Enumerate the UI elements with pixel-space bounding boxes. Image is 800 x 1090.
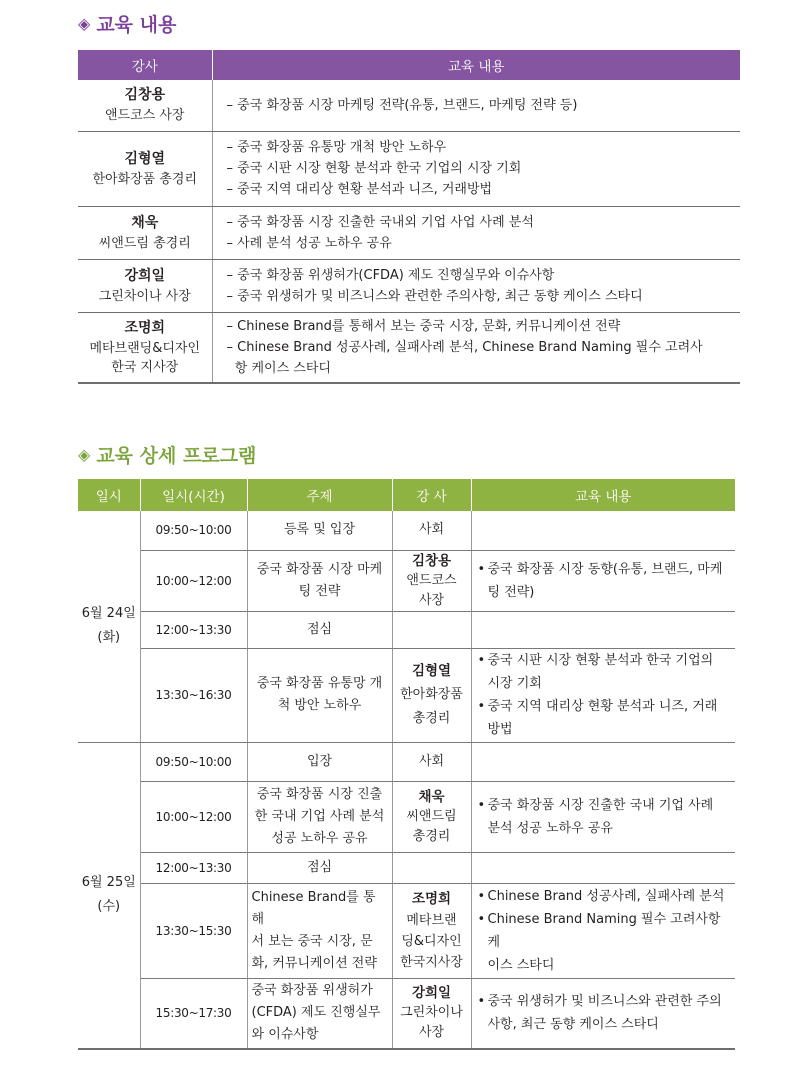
diamond-bullet-icon: ◈ (78, 445, 91, 464)
bullet-line: 사항, 최근 동향 케이스 스타디 (487, 1017, 659, 1033)
content-line: – 중국 화장품 시장 진출한 국내외 기업 사업 사례 분석 (226, 214, 534, 230)
bullet-line: 중국 지역 대리상 현황 분석과 니즈, 거래 (487, 699, 718, 714)
topic-cell (247, 550, 392, 611)
bullet-line: 이스 스타디 (487, 957, 555, 973)
header-topic: 주제 (247, 479, 392, 511)
content-cell (212, 131, 740, 206)
education-content-table (78, 50, 740, 384)
topic-cell (247, 883, 392, 978)
bullet-item (478, 649, 730, 695)
lecturer-cell (392, 742, 471, 781)
bullet-line: 중국 화장품 시장 동향(유통, 브랜드, 마케 (487, 561, 723, 577)
bullet-dot-icon: • (477, 994, 486, 1010)
table-row (78, 312, 740, 383)
time-cell: 13:30~15:30 (140, 883, 247, 978)
diamond-bullet-icon: ◈ (78, 14, 91, 33)
instructor-cell (78, 131, 212, 206)
topic-line: 서 보는 중국 시장, 문 (251, 933, 373, 949)
topic-line: 입장 (306, 753, 333, 769)
lecturer-cell (392, 648, 471, 742)
lecturer-name: 김창용 (411, 552, 452, 569)
topic-line: 성공 노하우 공유 (271, 830, 368, 846)
content-cell (212, 80, 740, 131)
table-row (78, 883, 735, 978)
time-cell: 13:30~16:30 (140, 648, 247, 742)
instructor-name: 조명희 (124, 319, 166, 336)
bullet-dot-icon: • (477, 561, 486, 577)
table-row (78, 80, 740, 131)
topic-cell (247, 648, 392, 742)
section-title-education-content (78, 10, 176, 37)
content-cell (471, 742, 735, 781)
topic-line: (CFDA) 제도 진행실무 (251, 1005, 381, 1021)
lecturer-role: 한국지사장 (400, 954, 463, 970)
header-date: 일시 (78, 479, 140, 511)
weekday-label: (화) (97, 630, 121, 646)
content-line: – 중국 위생허가 및 비즈니스와 관련한 주의사항, 최근 동향 케이스 스타디 (226, 288, 643, 304)
date-cell (78, 742, 140, 1049)
content-cell (471, 883, 735, 978)
content-cell (471, 978, 735, 1049)
content-line: 항 케이스 스타디 (226, 360, 331, 376)
topic-line: 등록 및 입장 (283, 522, 356, 538)
table-row (78, 131, 740, 206)
lecturer-org: 딩&디자인 (401, 933, 462, 949)
topic-line: 척 방안 노하우 (277, 698, 362, 713)
topic-cell (247, 781, 392, 852)
table-row (78, 742, 735, 781)
topic-cell (247, 511, 392, 550)
topic-cell (247, 611, 392, 648)
bullet-line: 시장 기회 (487, 676, 542, 691)
lecturer-org: 한아화장품 (400, 687, 463, 702)
content-cell (471, 781, 735, 852)
lecturer-cell (392, 511, 471, 550)
instructor-name: 김창용 (124, 87, 166, 104)
table-row (78, 648, 735, 742)
instructor-cell (78, 312, 212, 383)
lecturer-role: 사장 (418, 592, 445, 608)
instructor-title: 한아화장품 총경리 (92, 171, 198, 187)
bullet-item (478, 908, 730, 977)
detail-program-table (78, 479, 735, 1050)
bullet-dot-icon: • (477, 797, 486, 813)
lecturer-role: 총경리 (412, 711, 451, 726)
content-line: – 중국 화장품 유통망 개척 방안 노하우 (226, 140, 447, 155)
lecturer-text: 사회 (418, 753, 445, 769)
instructor-title: 메타브랜딩&디자인 (89, 340, 201, 356)
topic-line: 점심 (306, 621, 333, 637)
date-label: 6월 24일 (81, 606, 136, 622)
topic-line: 중국 화장품 시장 진출 (256, 786, 383, 802)
header-instructor: 강사 (78, 50, 212, 80)
date-cell (78, 511, 140, 742)
weekday-label: (수) (97, 899, 121, 915)
content-line: – 중국 시판 시장 현황 분석과 한국 기업의 시장 기회 (226, 161, 522, 176)
table-row (78, 511, 735, 550)
instructor-name: 강희일 (124, 267, 166, 284)
bullet-item (478, 885, 730, 908)
time-cell: 09:50~10:00 (140, 511, 247, 550)
topic-line: 와 이슈사항 (251, 1027, 319, 1043)
topic-line: 점심 (306, 859, 333, 875)
bullet-line: Chinese Brand 성공사례, 실패사례 분석 (487, 888, 725, 904)
bullet-dot-icon: • (477, 699, 486, 714)
bullet-dot-icon: • (477, 888, 486, 904)
content-line: – 중국 지역 대리상 현황 분석과 니즈, 거래방법 (226, 182, 493, 197)
topic-cell (247, 742, 392, 781)
lecturer-role: 사장 (418, 1025, 445, 1041)
bullet-item (478, 990, 730, 1036)
section-title-text: 교육 상세 프로그램 (96, 445, 257, 467)
table-row (78, 781, 735, 852)
instructor-name: 채욱 (131, 214, 159, 231)
bullet-item (478, 794, 730, 840)
table-row (78, 259, 740, 312)
table-row (78, 852, 735, 883)
lecturer-org: 앤드코스 (406, 572, 457, 588)
lecturer-cell (392, 781, 471, 852)
bullet-dot-icon: • (477, 653, 486, 668)
time-cell: 12:00~13:30 (140, 852, 247, 883)
instructor-title: 그린차이나 사장 (98, 288, 191, 304)
bullet-line: 분석 성공 노하우 공유 (487, 820, 613, 836)
date-label: 6월 25일 (81, 875, 136, 891)
instructor-cell (78, 259, 212, 312)
time-cell: 15:30~17:30 (140, 978, 247, 1049)
bullet-item (478, 695, 730, 741)
topic-line: 한 국내 기업 사례 분석 (254, 808, 385, 824)
header-content: 교육 내용 (212, 50, 740, 80)
header-content: 교육 내용 (471, 479, 735, 511)
content-cell (212, 259, 740, 312)
table-row (78, 550, 735, 611)
table-row (78, 206, 740, 259)
lecturer-name: 강희일 (411, 985, 452, 1002)
content-cell (471, 611, 735, 648)
topic-line: 팅 전략 (298, 583, 341, 599)
bullet-line: 팅 전략) (487, 584, 535, 600)
bullet-line: 중국 위생허가 및 비즈니스와 관련한 주의 (487, 994, 722, 1010)
instructor-cell (78, 80, 212, 131)
content-cell (212, 312, 740, 383)
topic-line: 중국 화장품 시장 마케 (256, 561, 383, 577)
lecturer-cell (392, 978, 471, 1049)
content-cell (212, 206, 740, 259)
topic-cell (247, 852, 392, 883)
topic-line: 중국 화장품 유통망 개 (256, 676, 383, 691)
header-time: 일시(시간) (140, 479, 247, 511)
lecturer-name: 조명희 (411, 890, 452, 907)
table-header-row (78, 479, 735, 511)
table-row (78, 611, 735, 648)
content-line: – 중국 화장품 시장 마케팅 전략(유통, 브랜드, 마케팅 전략 등) (226, 97, 578, 113)
instructor-cell (78, 206, 212, 259)
time-cell: 09:50~10:00 (140, 742, 247, 781)
instructor-title: 한국 지사장 (111, 359, 179, 375)
content-cell (471, 511, 735, 550)
bullet-item (478, 558, 730, 604)
lecturer-name: 채욱 (418, 788, 445, 805)
lecturer-org: 씨앤드림 (406, 808, 457, 824)
lecturer-cell (392, 852, 471, 883)
section-title-detail-program (78, 441, 256, 468)
lecturer-name: 김형열 (411, 663, 452, 679)
lecturer-org: 메타브랜 (406, 912, 457, 928)
lecturer-cell (392, 611, 471, 648)
topic-line: 화, 커뮤니케이션 전략 (251, 955, 377, 971)
header-lecturer: 강 사 (392, 479, 471, 511)
content-cell (471, 550, 735, 611)
content-line: – 중국 화장품 위생허가(CFDA) 제도 진행실무와 이슈사항 (226, 267, 555, 283)
lecturer-org: 그린차이나 (400, 1005, 463, 1021)
bullet-dot-icon: • (477, 911, 486, 927)
table-header-row (78, 50, 740, 80)
time-cell: 12:00~13:30 (140, 611, 247, 648)
lecturer-role: 총경리 (412, 828, 451, 844)
content-line: – 사례 분석 성공 노하우 공유 (226, 235, 392, 251)
section-title-text: 교육 내용 (96, 14, 177, 36)
topic-line: 중국 화장품 위생허가 (251, 983, 373, 999)
content-line: – Chinese Brand 성공사례, 실패사례 분석, Chinese Brand Naming 필수 고려사 (226, 339, 703, 355)
instructor-title: 씨앤드림 총경리 (98, 235, 191, 251)
lecturer-cell (392, 883, 471, 978)
content-cell (471, 852, 735, 883)
bullet-line: 중국 화장품 시장 진출한 국내 기업 사례 (487, 797, 714, 813)
bullet-line: 방법 (487, 722, 513, 737)
bullet-line: 중국 시판 시장 현황 분석과 한국 기업의 (487, 653, 714, 668)
bullet-line: Chinese Brand Naming 필수 고려사항 케 (487, 911, 721, 950)
instructor-title: 앤드코스 사장 (105, 108, 185, 124)
time-cell: 10:00~12:00 (140, 550, 247, 611)
lecturer-cell (392, 550, 471, 611)
time-cell: 10:00~12:00 (140, 781, 247, 852)
topic-line: Chinese Brand를 통해 (251, 889, 376, 927)
table-row (78, 978, 735, 1049)
instructor-name: 김형열 (124, 150, 166, 167)
content-cell (471, 648, 735, 742)
lecturer-text: 사회 (418, 522, 445, 538)
topic-cell (247, 978, 392, 1049)
content-line: – Chinese Brand를 통해서 보는 중국 시장, 문화, 커뮤니케이션 전략 (226, 318, 621, 334)
